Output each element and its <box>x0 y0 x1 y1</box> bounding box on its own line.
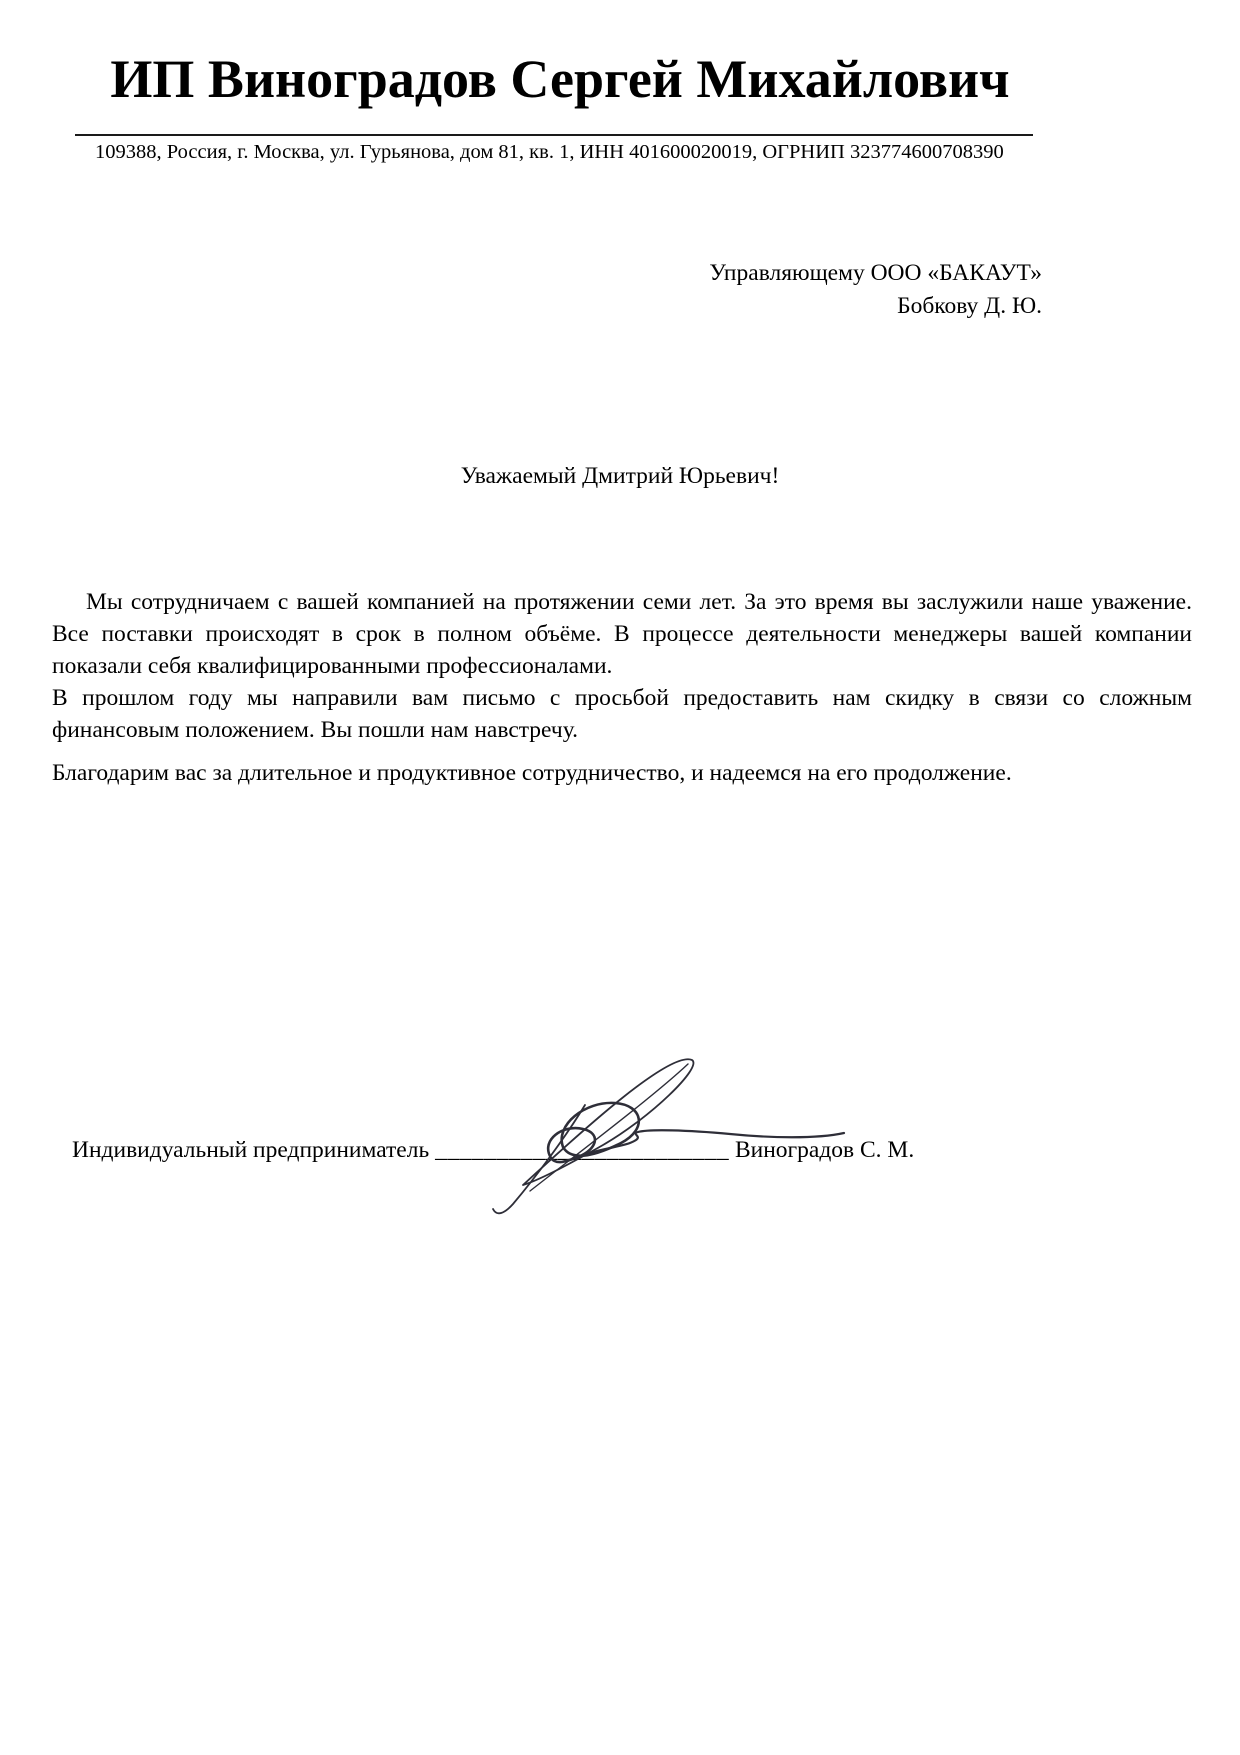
body-paragraph-2: В прошлом году мы направили вам письмо с просьбой предоставить нам скидку в связи со сложным финансовым положением. Вы пошли нам навстречу. <box>52 685 1192 743</box>
signer-role-label: Индивидуальный предприниматель <box>72 1137 430 1163</box>
letterhead-address: 109388, Россия, г. Москва, ул. Гурьянова, дом 81, кв. 1, ИНН 401600020019, ОГРНИП 323774600708390 <box>95 141 1004 163</box>
body-paragraph-1: Мы сотрудничаем с вашей компанией на протяжении семи лет. За это время вы заслужили наше уважение. Все поставки происходят в срок в полном объёме. В процессе деятельности менеджеры вашей компании показали себя квалифицированными профессионалами. <box>52 589 1192 679</box>
letter-body <box>52 586 1192 789</box>
letterhead-title: ИП Виноградов Сергей Михайлович <box>110 49 1010 109</box>
signature-row <box>72 1137 914 1164</box>
salutation: Уважаемый Дмитрий Юрьевич! <box>460 463 780 489</box>
body-paragraph-3: Благодарим вас за длительное и продуктивное сотрудничество, и надеемся на его продолжение. <box>52 760 1012 786</box>
handwritten-signature-scribble <box>435 933 855 1225</box>
letterhead-divider <box>75 134 1033 136</box>
signature-line: ________________________ <box>435 1137 730 1163</box>
recipient-name: Бобкову Д. Ю. <box>897 293 1042 319</box>
recipient-position: Управляющему ООО «БАКАУТ» <box>709 260 1042 286</box>
signer-name: Виноградов С. М. <box>734 1137 915 1163</box>
recipient-block <box>709 257 1042 323</box>
